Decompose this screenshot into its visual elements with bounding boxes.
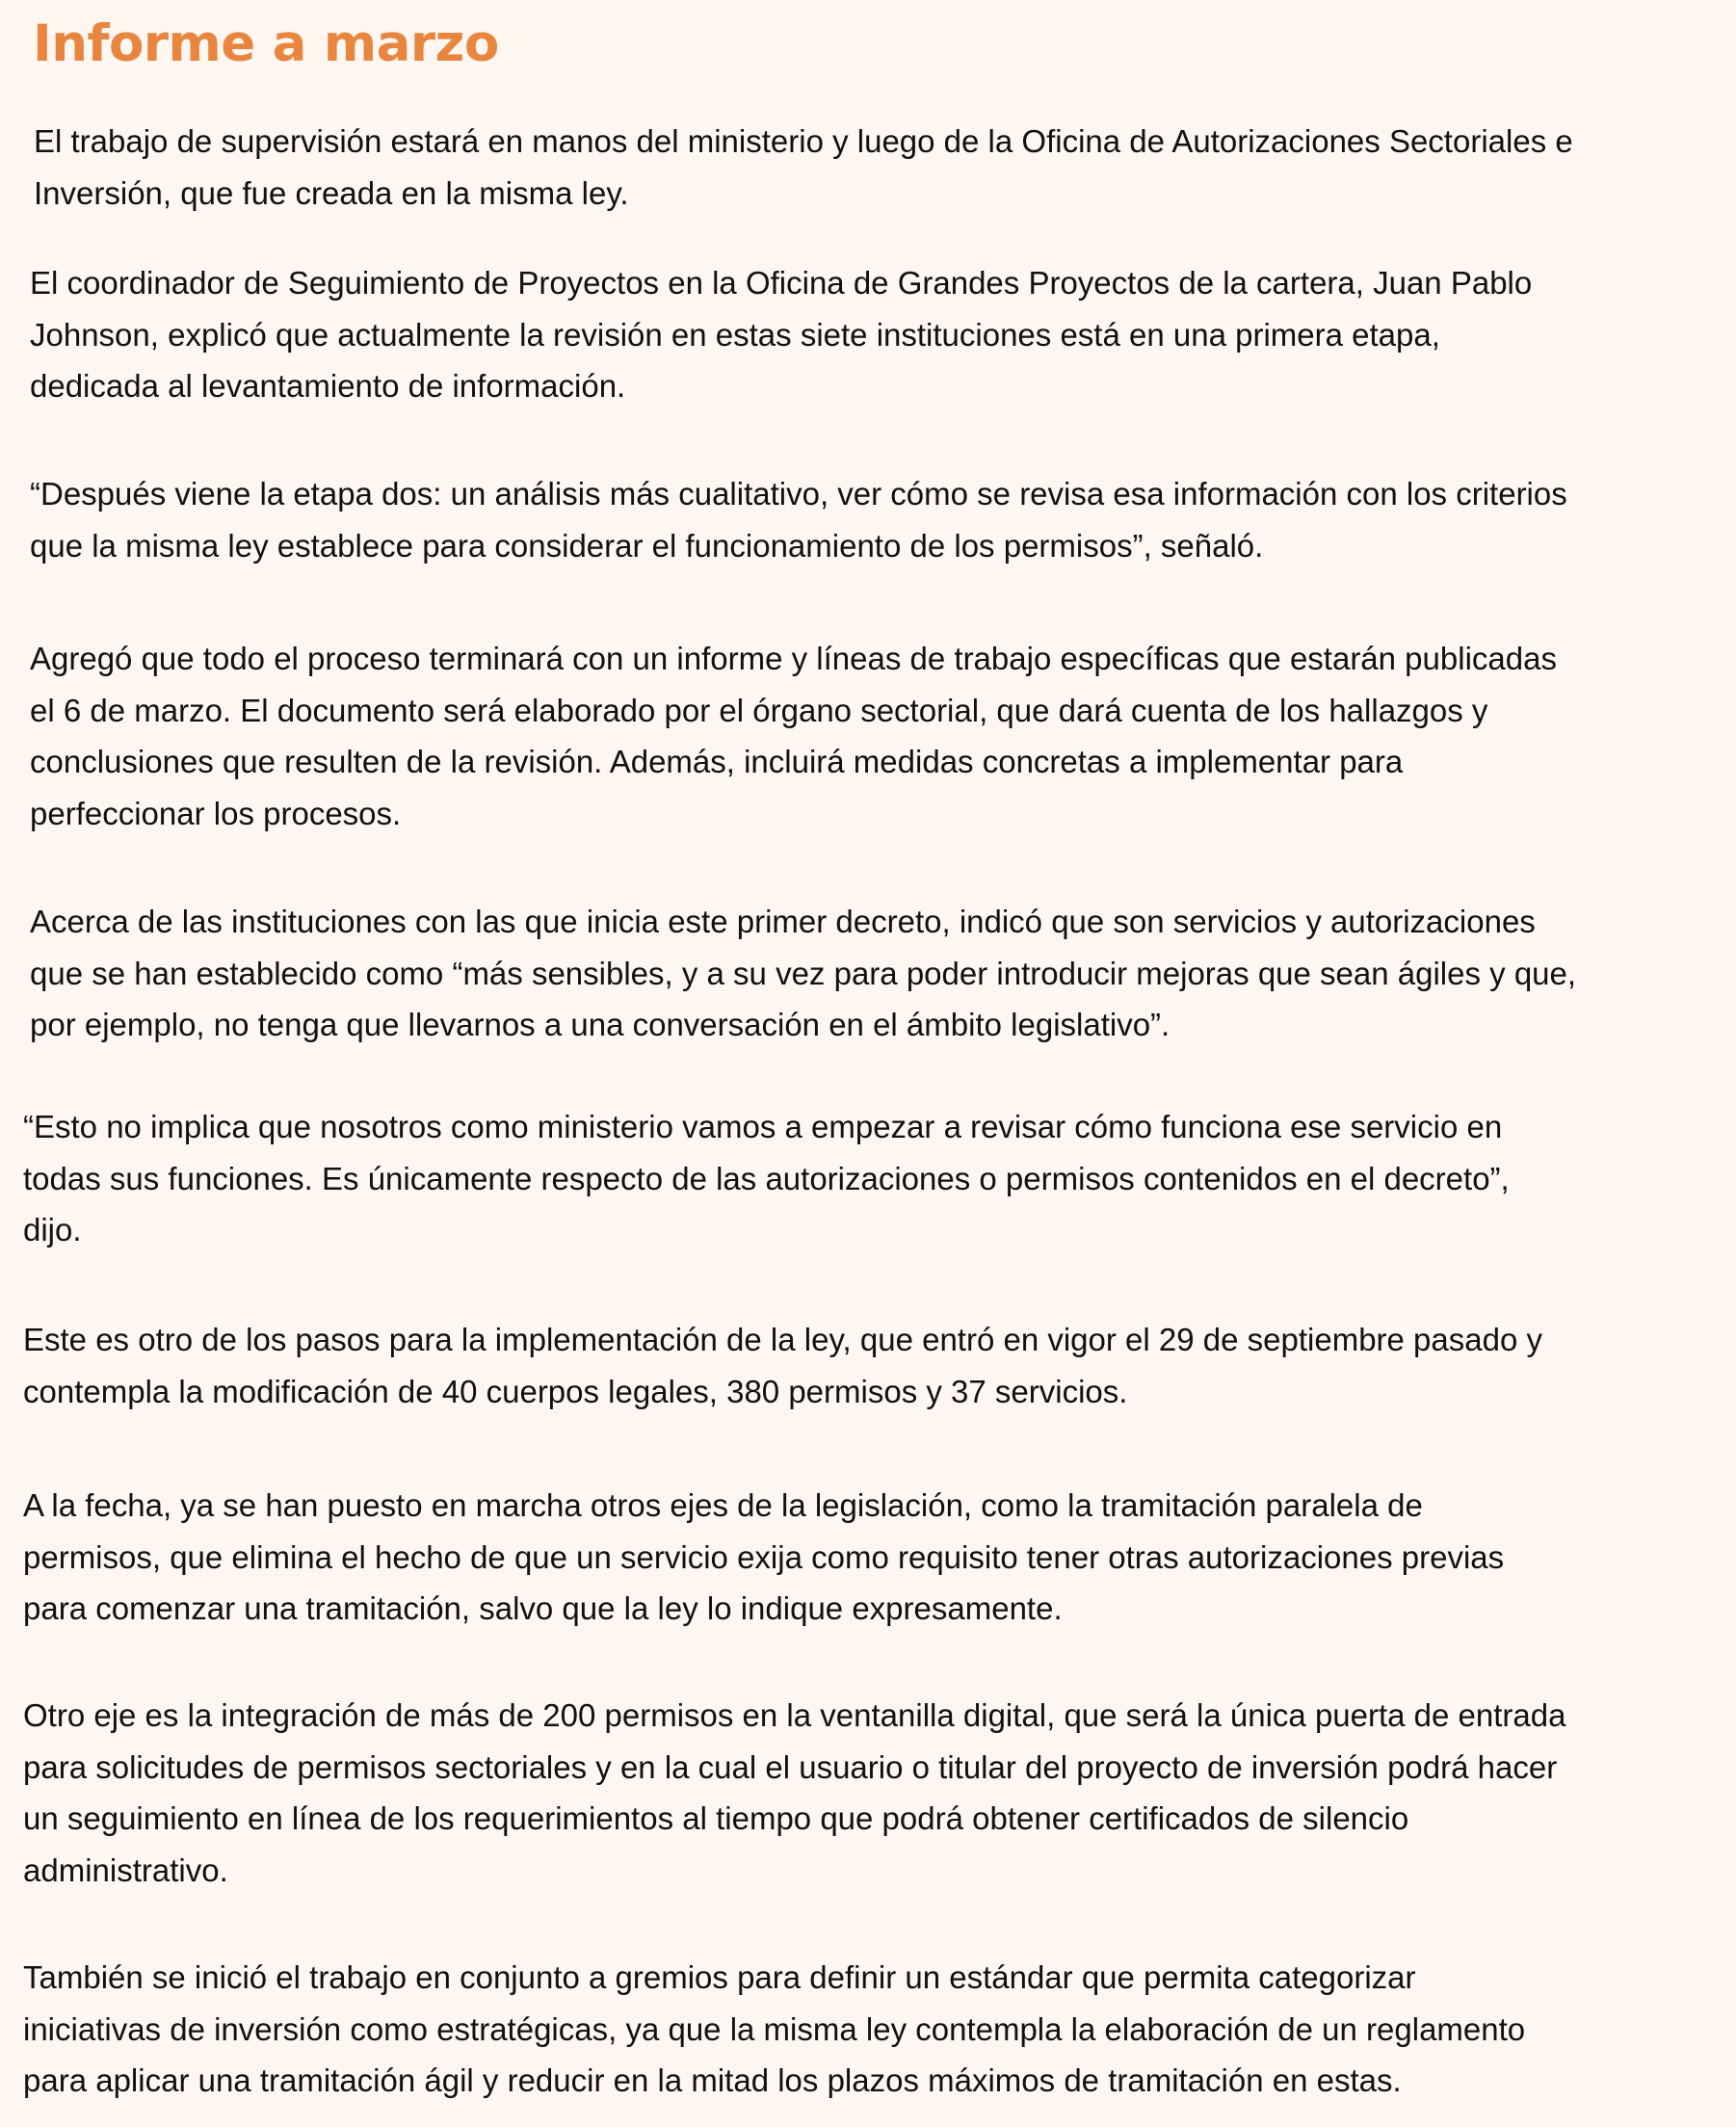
- paragraph-line: conclusiones que resulten de la revisión. Además, incluirá medidas concretas a implementar para: [30, 744, 1404, 779]
- paragraph-line: iniciativas de inversión como estratégicas, ya que la misma ley contempla la elaboración de un reglamento: [23, 2010, 1526, 2047]
- paragraph-parallel-processing: [23, 1480, 1504, 1635]
- paragraph-line: A la fecha, ya se han puesto en marcha otros ejes de la legislación, como la tramitación paralela de: [23, 1487, 1423, 1523]
- paragraph-implementation: [23, 1314, 1542, 1417]
- paragraph-guilds: [23, 1952, 1525, 2107]
- paragraph-digital-window: [23, 1690, 1565, 1896]
- paragraph-line: para aplicar una tramitación ágil y reducir en la mitad los plazos máximos de tramitación en estas.: [23, 2062, 1402, 2098]
- paragraph-line: El coordinador de Seguimiento de Proyectos en la Oficina de Grandes Proyectos de la cartera, Juan Pablo: [30, 265, 1533, 301]
- paragraph-line: todas sus funciones. Es únicamente respecto de las autorizaciones o permisos contenidos en el decreto”,: [23, 1160, 1510, 1196]
- paragraph-quote-stage-two: [30, 468, 1567, 571]
- paragraph-line: contempla la modificación de 40 cuerpos legales, 380 permisos y 37 servicios.: [23, 1373, 1128, 1409]
- paragraph-line: El trabajo de supervisión estará en manos del ministerio y luego de la Oficina de Autorizaciones Sectoriales e: [34, 123, 1573, 159]
- paragraph-line: “Después viene la etapa dos: un análisis más cualitativo, ver cómo se revisa esa información con los criterios: [30, 476, 1567, 512]
- paragraph-line: que la misma ley establece para considerar el funcionamiento de los permisos”, señaló.: [30, 527, 1264, 564]
- paragraph-line: por ejemplo, no tenga que llevarnos a una conversación en el ámbito legislativo”.: [30, 1007, 1170, 1042]
- paragraph-line: Este es otro de los pasos para la implementación de la ley, que entró en vigor el 29 de septiembre pasado y: [23, 1322, 1542, 1357]
- paragraph-line: Johnson, explicó que actualmente la revisión en estas siete instituciones está en una primera etapa,: [30, 316, 1440, 353]
- paragraph-line: Inversión, que fue creada en la misma ley.: [34, 174, 629, 211]
- paragraph-line: para solicitudes de permisos sectoriales y en la cual el usuario o titular del proyecto de inversión podrá hacer: [23, 1748, 1558, 1785]
- paragraph-line: el 6 de marzo. El documento será elaborado por el órgano sectorial, que dará cuenta de los hallazgos y: [30, 692, 1488, 728]
- paragraph-line: perfeccionar los procesos.: [30, 795, 402, 831]
- paragraph-line: dijo.: [23, 1212, 82, 1247]
- paragraph-line: También se inició el trabajo en conjunto a gremios para definir un estándar que permita categorizar: [23, 1959, 1416, 1995]
- paragraph-line: “Esto no implica que nosotros como ministerio vamos a empezar a revisar cómo funciona ese servicio en: [23, 1109, 1503, 1144]
- paragraph-line: dedicada al levantamiento de información.: [30, 368, 626, 404]
- paragraph-line: un seguimiento en línea de los requerimientos al tiempo que podrá obtener certificados de silencio: [23, 1800, 1409, 1836]
- section-heading: Informe a marzo: [33, 14, 499, 73]
- paragraph-report: [30, 633, 1557, 839]
- paragraph-line: Otro eje es la integración de más de 200 permisos en la ventanilla digital, que será la única puerta de entrada: [23, 1697, 1566, 1733]
- paragraph-line: administrativo.: [23, 1851, 228, 1888]
- paragraph-quote-ministry: [23, 1101, 1510, 1256]
- paragraph-institutions: [30, 896, 1576, 1051]
- paragraph-line: para comenzar una tramitación, salvo que la ley lo indique expresamente.: [23, 1590, 1063, 1626]
- paragraph-supervision: [34, 116, 1573, 219]
- paragraph-line: Agregó que todo el proceso terminará con un informe y líneas de trabajo específicas que estarán publicadas: [30, 641, 1557, 676]
- paragraph-line: permisos, que elimina el hecho de que un servicio exija como requisito tener otras autorizaciones previas: [23, 1538, 1505, 1575]
- paragraph-line: Acerca de las instituciones con las que inicia este primer decreto, indicó que son servicios y autorizaciones: [30, 904, 1536, 939]
- paragraph-line: que se han establecido como “más sensibles, y a su vez para poder introducir mejoras que sean ágiles y que,: [30, 955, 1577, 991]
- paragraph-coordinator: [30, 257, 1532, 412]
